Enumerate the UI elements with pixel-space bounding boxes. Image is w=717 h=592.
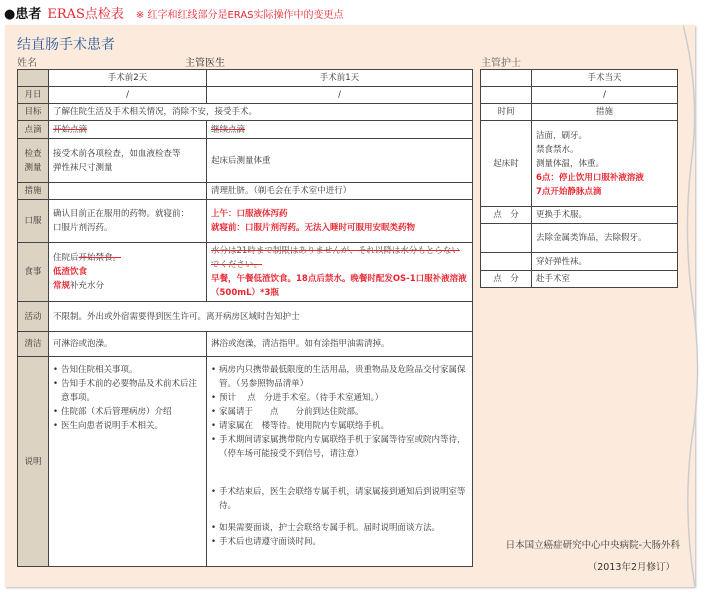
header-note: ※ 红字和红线部分是ERAS实际操作中的变更点 [135, 10, 344, 21]
explain-d2: • 告知住院相关事项。 • 告知手术前的必要物品及术前术后注意事项。 • 住院部（术后管理病房）介绍 • 医生向患者说明手术相关。 [49, 357, 207, 567]
oral-d1: 上午：口服液体泻药 就寝前：口服片剂泻药。无法入睡时可服用安眠类药物 [207, 200, 473, 243]
schedule-item: 去除金属类饰品，去除假牙。 [532, 224, 678, 253]
time-slot: 点 分 [481, 271, 532, 288]
name-label: 姓名 [17, 58, 37, 69]
time-wakeup: 起床时 [481, 121, 532, 207]
header-bullet: ●患者 [4, 7, 42, 22]
row-label-exam: 检查 测量 [18, 139, 49, 183]
col-2days-before: 手术前2天 [49, 70, 207, 87]
row-label-activity: 活动 [18, 302, 49, 332]
wavy-edge [683, 25, 707, 587]
activity-text: 不限制。外出或外宿需要得到医生许可。离开病房区域时告知护士 [49, 302, 473, 332]
footer-revision: （2013年2月修订） [587, 562, 675, 573]
left-schedule-table [17, 69, 473, 567]
meal-d2: 住院后开始禁食。 低渣饮食 常规补充水分 [49, 243, 207, 302]
row-label-drip: 点滴 [18, 121, 49, 139]
row-label-meal: 食事 [18, 243, 49, 302]
clean-d1: 淋浴或泡澡，清洁指甲。如有涂指甲油需清掉。 [207, 332, 473, 357]
drip-d1: 继续点滴 [211, 124, 246, 135]
meal-d1: 水分は21時まで制限はありませんが、それ以降は水分もとらないでください。 早餐，午餐低渣饮食。18点后禁水。晚餐时配发OS-1口服补液溶液（500mL）*3瓶 [207, 243, 473, 302]
schedule-item: 穿好弹性袜。 [532, 253, 678, 271]
time-header: 时间 [481, 104, 532, 121]
date-surgery-day: / [532, 87, 678, 104]
explain-d1: • 病房内只携带最低限度的生活用品，贵重物品及危险品交付家属保管。（另参照物品清单） • 预计 点 分进手术室。（待手术室通知。） • 家属请于 点 分前到达住院部。 • 请家属在 楼等待。使用院内专属联络手机。 • 手术期间请家属携带院内专属联络手机于家属等待室或院内等待，（停车场可能接受不到信号，请注意） • 手术结束后，医生会联络专属手机，请家属接到通知后到说明室等待。 • 如果需要面谈，护士会联络专属手机。届时说明面谈方法。 • 手术后也请遵守面谈时间。 [207, 357, 473, 567]
doctor-label: 主管医生 [185, 58, 225, 69]
schedule-item: 更换手术服。 [532, 207, 678, 224]
doc-title: 结直肠手术患者 [17, 37, 115, 53]
goal-text: 了解住院生活及手术相关情况，消除不安，接受手术。 [49, 104, 473, 121]
wakeup-items: 洁面，刷牙。 禁食禁水。 测量体温，体重。 6点：停止饮用口服补液溶液 7点开始静脉点滴 [532, 121, 678, 207]
measure-header: 措施 [532, 104, 678, 121]
nurse-label: 主管护士 [481, 58, 521, 69]
col-surgery-day: 手术当天 [532, 70, 678, 87]
time-slot: 点 分 [481, 207, 532, 224]
row-label-clean: 清洁 [18, 332, 49, 357]
header-title: ERAS点检表 [47, 7, 124, 22]
row-label-goal: 目标 [18, 104, 49, 121]
clean-d2: 可淋浴或泡澡。 [49, 332, 207, 357]
exam-d1: 起床后测量体重 [207, 139, 473, 183]
row-label-explain: 说明 [18, 357, 49, 567]
right-schedule-table [480, 69, 678, 288]
page-header [4, 3, 344, 22]
col-1day-before: 手术前1天 [207, 70, 473, 87]
drip-d2: 开始点滴 [53, 124, 88, 135]
footer-org: 日本国立癌症研究中心中央病院-大肠外科 [505, 540, 680, 551]
measure-d1: 清理肚脐。（剃毛会在手术室中进行） [207, 183, 473, 200]
date-d1: / [207, 87, 473, 104]
row-label-measure: 措施 [18, 183, 49, 200]
row-label-date: 月日 [18, 87, 49, 104]
oral-d2: 确认目前正在服用的药物。就寝前： 口服片剂泻药。 [49, 200, 207, 243]
schedule-item: 赴手术室 [532, 271, 678, 288]
date-d2: / [49, 87, 207, 104]
row-label-oral: 口服 [18, 200, 49, 243]
exam-d2: 接受术前各项检查，如血液检查等 弹性袜尺寸测量 [49, 139, 207, 183]
